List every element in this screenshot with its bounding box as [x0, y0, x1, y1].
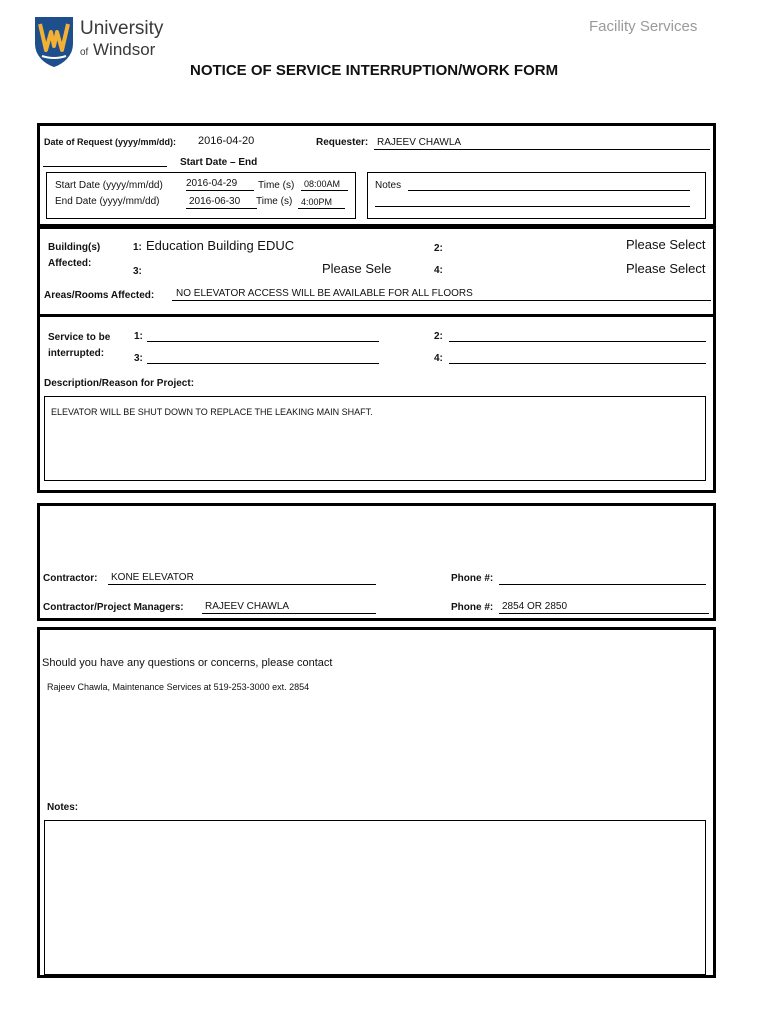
building-select-2[interactable]: Please Select [626, 237, 706, 252]
contractor-phone-field[interactable] [499, 572, 706, 585]
description-label: Description/Reason for Project: [44, 378, 195, 389]
requester-label: Requester: [316, 137, 369, 148]
building-select-1[interactable]: Education Building EDUC [146, 238, 295, 253]
notes-label: Notes [375, 180, 402, 191]
notes-box [367, 172, 706, 219]
service-field-1[interactable] [147, 341, 379, 342]
end-time-label: Time (s) [256, 196, 293, 207]
service-field-2[interactable] [449, 341, 706, 342]
building-select-3[interactable]: Please Sele [322, 261, 392, 276]
blank-underline [43, 166, 167, 167]
description-text: ELEVATOR WILL BE SHUT DOWN TO REPLACE THE LEAKING MAIN SHAFT. [51, 407, 373, 417]
areas-field[interactable]: NO ELEVATOR ACCESS WILL BE AVAILABLE FOR ALL FLOORS [172, 288, 711, 301]
start-time-field[interactable]: 08:00AM [301, 178, 348, 191]
start-date-label: Start Date (yyyy/mm/dd) [55, 180, 163, 191]
contractor-label: Contractor: [43, 573, 98, 584]
start-time-label: Time (s) [258, 180, 295, 191]
manager-field[interactable]: RAJEEV CHAWLA [202, 601, 376, 614]
service-number-2: 2: [434, 331, 443, 342]
requester-field[interactable]: RAJEEV CHAWLA [374, 137, 710, 150]
date-of-request-field[interactable]: 2016-04-20 [198, 135, 255, 147]
buildings-label-line2: Affected: [48, 258, 92, 269]
start-end-label: Start Date – End [180, 157, 258, 168]
end-date-field[interactable]: 2016-06-30 [186, 196, 257, 209]
end-date-label: End Date (yyyy/mm/dd) [55, 196, 160, 207]
page-title: NOTICE OF SERVICE INTERRUPTION/WORK FORM [190, 62, 559, 79]
logo-windsor-text: Windsor [93, 40, 156, 59]
service-field-4[interactable] [449, 363, 706, 364]
notes-line-1[interactable] [408, 190, 690, 191]
contact-intro-text: Should you have any questions or concerns, please contact [42, 657, 333, 669]
contact-notes-label: Notes: [47, 802, 79, 813]
building-number-2: 2: [434, 243, 443, 254]
building-number-1: 1: [133, 242, 142, 253]
areas-label: Areas/Rooms Affected: [44, 290, 155, 301]
service-field-3[interactable] [147, 363, 379, 364]
contractor-field[interactable]: KONE ELEVATOR [108, 572, 376, 585]
end-time-field[interactable]: 4:00PM [298, 196, 345, 209]
buildings-label-line1: Building(s) [48, 242, 101, 253]
manager-label: Contractor/Project Managers: [43, 602, 184, 613]
date-of-request-label: Date of Request (yyyy/mm/dd): [44, 137, 177, 147]
service-label-line1: Service to be [48, 332, 111, 343]
building-number-3: 3: [133, 266, 142, 277]
building-number-4: 4: [434, 265, 443, 276]
service-number-3: 3: [134, 353, 143, 364]
contact-details-text: Rajeev Chawla, Maintenance Services at 519-253-3000 ext. 2854 [47, 682, 310, 692]
manager-phone-label: Phone #: [451, 602, 494, 613]
notes-line-2[interactable] [375, 206, 690, 207]
manager-phone-field[interactable]: 2854 OR 2850 [499, 601, 709, 614]
contractor-phone-label: Phone #: [451, 573, 494, 584]
building-select-4[interactable]: Please Select [626, 261, 706, 276]
logo-of-text: of [80, 47, 89, 58]
start-date-field[interactable]: 2016-04-29 [186, 178, 254, 191]
contact-notes-box[interactable] [44, 820, 706, 975]
service-number-1: 1: [134, 331, 143, 342]
logo-university-text: University [80, 18, 164, 39]
service-label-line2: interrupted: [48, 348, 105, 359]
department-name: Facility Services [589, 18, 698, 35]
service-number-4: 4: [434, 353, 443, 364]
university-shield-logo-icon [34, 16, 74, 68]
